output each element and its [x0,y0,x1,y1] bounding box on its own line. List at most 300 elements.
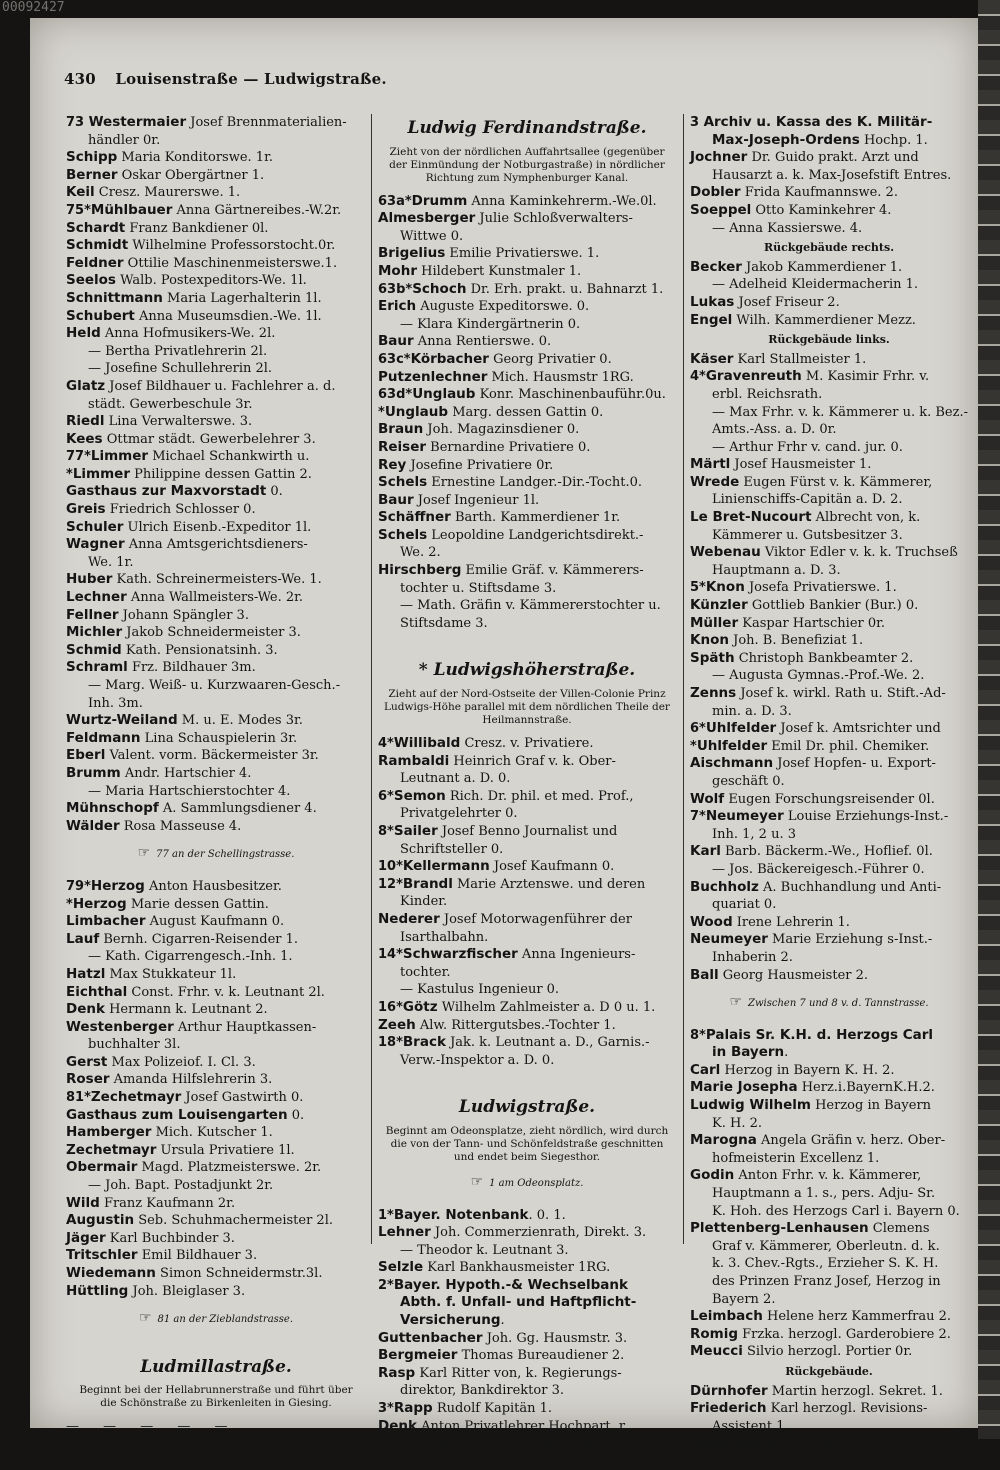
directory-entry [690,914,968,932]
directory-entry [378,615,676,633]
entry-details: min. a. D. 3. [712,704,792,719]
entry-details: Helene herz Kammerfrau 2. [763,1309,951,1324]
directory-entry [378,492,676,510]
entry-name: Engel [690,312,732,328]
entry-name: Erich [378,298,416,314]
entry-details: Heinrich Graf v. k. Ober- [449,754,616,769]
entry-details: Hauptmann a 1. s., pers. Adju- Sr. [712,1186,935,1201]
entry-name: Schels [378,474,427,490]
entry-name: in Bayern [712,1044,784,1060]
directory-entry [66,1071,366,1089]
entry-details: Leopoldine Landgerichtsdirekt.- [427,528,643,543]
directory-entry [66,607,366,625]
directory-entry [66,783,366,801]
entry-name: Lauf [66,931,99,947]
directory-entry [378,1242,676,1260]
cross-reference-text: Zwischen 7 und 8 v. d. Tannstrasse. [748,998,929,1009]
house-number: 81* [66,1090,91,1105]
entry-details: Bernh. Cigarren-Reisender 1. [99,932,298,947]
directory-page [30,18,978,1428]
directory-entry [66,966,366,984]
entry-details: Magd. Platzmeisterswe. 2r. [137,1160,321,1175]
cross-reference [690,994,968,1013]
entry-details: Anna Museumsdien.-We. 1l. [135,309,322,324]
directory-entry [66,360,366,378]
directory-entry [690,755,968,773]
entry-details: Josef Hopfen- u. Export- [773,756,936,771]
directory-entry [378,1435,676,1453]
entry-details: Frz. Bildhauer 3m. [128,660,256,675]
entry-details: Maria Lagerhalterin 1l. [163,291,322,306]
directory-entry [690,184,968,202]
directory-entry [66,519,366,537]
directory-entry [378,281,676,299]
entry-details: Thomas Bureaudiener 2. [457,1348,624,1363]
entry-details: Alw. Rittergutsbes.-Tochter 1. [416,1018,616,1033]
directory-entry [690,931,968,949]
entry-name: Zenns [690,685,736,701]
entry-name: Lukas [690,294,734,310]
entry-details: Viktor Edler v. k. k. Truchseß [761,545,958,560]
entry-details: Isarthalbahn. [400,930,488,945]
directory-entry [378,1365,676,1383]
directory-entry [378,1034,676,1052]
entry-name: Hüttling [66,1283,128,1299]
entry-name: Wrede [690,474,739,490]
entry-details: buchhalter 3l. [88,1037,180,1052]
directory-entry [690,562,968,580]
entry-details: Anna Kaminkehrerm.-We.0l. [467,194,656,209]
entry-details: direktor, Bankdirektor 3. [400,1383,564,1398]
entry-name: Herzog [73,896,127,912]
directory-entry [690,259,968,277]
entry-details: Anna Hofmusikers-We. 2l. [101,326,276,341]
entry-details: Julie Schloßverwalters- [475,211,633,226]
directory-entry [66,1265,366,1283]
entry-details: We. 1r. [88,555,133,570]
entry-details: Anna Rentierswe. 0. [414,334,551,349]
directory-entry [66,1177,366,1195]
pointing-hand-icon: ☞ [139,1310,152,1326]
directory-entry [66,114,366,132]
directory-entry [66,571,366,589]
entry-details: Emil Bildhauer 3. [138,1248,258,1263]
directory-entry [66,1001,366,1019]
entry-name: Rambaldi [378,753,449,769]
directory-entry [690,1308,968,1326]
cross-reference-text: 77 an der Schellingstrasse. [156,849,294,860]
entry-name: Kees [66,431,103,447]
entry-details: Wittwe 0. [400,229,463,244]
directory-entry [690,1062,968,1080]
directory-entry [378,911,676,929]
entry-details: Simon Schneidermstr.3l. [156,1266,323,1281]
house-number: 63a* [378,194,412,209]
entry-details: . [784,1045,788,1060]
directory-entry [378,544,676,562]
entry-name: Romig [690,1326,738,1342]
entry-details: Clemens [869,1221,930,1236]
directory-entry [690,1255,968,1273]
entry-name: Michler [66,624,122,640]
entry-name: Neumeyer [690,931,768,947]
directory-entry [690,949,968,967]
directory-entry [378,1418,676,1436]
entry-name: Baur [378,333,414,349]
entry-name: Leimbach [690,1308,763,1324]
entry-details: — Anna (Fa. Anna Kugler) Damen- [400,1436,627,1451]
entry-name: Müller [690,615,738,631]
entry-details: Verw.-Inspektor a. D. 0. [400,1053,554,1068]
directory-entry [66,554,366,572]
directory-entry [66,913,366,931]
entry-details: Karl herz. Haushofmstr.1. [776,1436,950,1451]
directory-entry [690,1435,968,1453]
entry-list [378,193,676,633]
cross-reference [378,1174,676,1193]
directory-entry [690,738,968,756]
house-number: 63b* [378,282,412,297]
directory-entry [690,474,968,492]
directory-entry [690,1383,968,1401]
entry-details: Herzog in Bayern [811,1098,931,1113]
entry-name: Denk [66,1001,105,1017]
entry-details: Amanda Hilfslehrerin 3. [110,1072,273,1087]
entry-name: Limmer [91,448,148,464]
directory-entry [66,931,366,949]
entry-details: Anton Privatlehrer Hochpart. r. [417,1419,628,1434]
house-number: 3 [690,115,704,130]
entry-name: Zechetmayr [66,1142,156,1158]
directory-entry [690,791,968,809]
entry-name: Riedl [66,413,104,429]
directory-entry [66,800,366,818]
entry-name: Marie Josepha [690,1079,798,1095]
directory-entry [66,984,366,1002]
entry-details: Emil Dr. phil. Chemiker. [767,739,929,754]
directory-entry [66,1089,366,1107]
entry-name: Götz [403,999,438,1015]
entry-name: Rey [378,457,406,473]
directory-entry [690,1097,968,1115]
directory-entry [378,369,676,387]
entry-details: — Math. Gräfin v. Kämmererstochter u. [400,598,661,613]
entry-details: Leutnant a. D. 0. [400,771,510,786]
entry-details: Karl Stallmeister 1. [733,352,866,367]
house-number: 8* [690,1028,706,1043]
house-number: 77* [66,449,91,464]
entry-details: Emilie Gräf. v. Kämmerers- [461,563,643,578]
entry-name: Augustin [66,1212,134,1228]
directory-entry [690,861,968,879]
entry-name: Käser [690,351,733,367]
entry-details: . [501,1313,505,1328]
entry-list [66,114,366,835]
entry-details: Auguste Expeditorswe. 0. [416,299,589,314]
directory-entry [378,404,676,422]
entry-name: Schmidt [66,237,128,253]
entry-name: Brigelius [378,245,445,261]
entry-name: Feldner [66,255,124,271]
directory-entry [66,343,366,361]
entry-details: Ursula Privatiere 1l. [156,1143,294,1158]
entry-name: Dürnhofer [690,1383,768,1399]
directory-entry [66,1019,366,1037]
entry-details: Josef Benno Journalist und [438,824,618,839]
directory-entry [378,1294,676,1312]
entry-name: Kellermann [403,858,490,874]
directory-entry [378,580,676,598]
entry-details: Josef Kaufmann 0. [490,859,614,874]
entry-details: Dr. Guido prakt. Arzt und [747,150,918,165]
directory-entry [690,685,968,703]
entry-list [378,735,676,1069]
directory-entry [378,1330,676,1348]
entry-details: Marie Arztenswe. und deren [453,877,645,892]
directory-entry [690,826,968,844]
directory-entry [66,1036,366,1054]
entry-name: Limbacher [66,913,146,929]
directory-entry [66,483,366,501]
entry-details: Josef Gastwirth 0. [181,1090,303,1105]
directory-entry [690,167,968,185]
directory-entry [378,1400,676,1418]
entry-name: Roser [66,1071,110,1087]
entry-details: Anna Wallmeisters-We. 2r. [127,590,303,605]
directory-entry [378,999,676,1017]
directory-entry [690,1203,968,1221]
entry-details: Marg. dessen Gattin 0. [448,405,603,420]
entry-details: Kämmerer u. Gutsbesitzer 3. [712,528,903,543]
entry-name: Seelos [66,272,116,288]
entry-name: Dobler [690,184,741,200]
entry-details: Hildebert Kunstmaler 1. [417,264,581,279]
entry-name: Buchholz [690,879,759,895]
directory-entry [690,439,968,457]
house-number: 8* [378,824,394,839]
entry-details: Ottmar städt. Gewerbelehrer 3. [103,432,316,447]
directory-entry [66,677,366,695]
entry-details: Arthur Hauptkassen- [174,1020,317,1035]
directory-entry [378,351,676,369]
entry-details: hofmeisterin Excellenz 1. [712,1151,879,1166]
entry-name: Fellner [66,607,119,623]
entry-name: Knon [690,632,729,648]
directory-entry [690,808,968,826]
entry-details: Jakob Schneidermeister 3. [122,625,301,640]
directory-entry [66,290,366,308]
directory-entry [690,1220,968,1238]
entry-name: Schardt [66,220,125,236]
directory-entry [66,1230,366,1248]
directory-entry [378,1347,676,1365]
directory-entry [690,491,968,509]
entry-details: — Josefine Schullehrerin 2l. [88,361,272,376]
house-number: 63c* [378,352,411,367]
directory-entry [66,1195,366,1213]
entry-details: — Bertha Privatlehrerin 2l. [88,344,267,359]
entry-name: Westermaier [89,114,187,130]
entry-name: Schwarzfischer [403,946,518,962]
entry-details: Josef Ingenieur 1l. [414,493,540,508]
entry-name: Hatzl [66,966,105,982]
directory-entry [378,1382,676,1400]
entry-details: Jak. k. Leutnant a. D., Garnis.- [446,1035,650,1050]
directory-entry [690,1326,968,1344]
entry-details: . 0. 1. [529,1208,566,1223]
entry-details: Andr. Hartschier 4. [121,766,252,781]
entry-name: Bergmeier [378,1347,457,1363]
directory-entry [690,114,968,132]
entry-name: Schoch [412,281,466,297]
directory-entry [378,981,676,999]
directory-entry [378,735,676,753]
house-number: 7* [690,809,706,824]
directory-entry [690,579,968,597]
entry-name: Schäffner [378,509,451,525]
house-number: * [66,897,73,912]
directory-entry [378,228,676,246]
entry-name: Putzenlechner [378,369,487,385]
entry-details: Marie Erziehung s-Inst.- [768,932,932,947]
entry-details: Josefine Privatiere 0r. [406,458,553,473]
entry-name: Semon [394,788,446,804]
entry-name: Lechner [66,589,127,605]
directory-entry [66,325,366,343]
entry-name: Mohr [378,263,417,279]
directory-entry [66,237,366,255]
dashes: — — — — — [66,1418,366,1436]
entry-name: Uhlfelder [706,720,776,736]
entry-name: Unglaub [385,404,448,420]
entry-details: Mich. Kutscher 1. [151,1125,272,1140]
entry-name: Schipp [66,149,117,165]
entry-details: Inhaberin 2. [712,950,793,965]
house-number: 75* [66,203,91,218]
entry-details: Herzog in Bayern K. H. 2. [720,1063,894,1078]
entry-details: Joh. Magazinsdiener 0. [423,422,579,437]
directory-entry [378,858,676,876]
entry-details: A. Buchhandlung und Anti- [759,880,941,895]
entry-list [690,1383,968,1453]
directory-entry [690,404,968,422]
entry-name: Ludwig Wilhelm [690,1097,811,1113]
entry-details: Christoph Bankbeamter 2. [735,651,914,666]
directory-entry [66,536,366,554]
entry-name: Limmer [73,466,130,482]
directory-entry [66,1054,366,1072]
directory-entry [690,1027,968,1045]
entry-name: Guttenbacher [378,1330,483,1346]
entry-details: Friedrich Schlosser 0. [106,502,256,517]
directory-entry [66,624,366,642]
entry-name: Glatz [66,378,105,394]
entry-details: Joh. Gg. Hausmstr. 3. [483,1331,628,1346]
directory-entry [690,1400,968,1418]
cross-reference-text: 1 am Odeonsplatz. [489,1178,583,1189]
house-number: 18* [378,1035,403,1050]
entry-details: Herz.i.BayernK.H.2. [798,1080,935,1095]
directory-entry [66,659,366,677]
entry-details: Privatgelehrter 0. [400,806,518,821]
directory-entry [690,202,968,220]
section-title: Ludmillastraße. [66,1359,366,1377]
entry-details: Cresz. v. Privatiere. [460,736,593,751]
entry-details: — Maria Hartschierstochter 4. [88,784,290,799]
directory-entry [66,396,366,414]
scan-id: 00092427 [2,0,65,15]
directory-entry [378,1052,676,1070]
entry-details: städt. Gewerbeschule 3r. [88,397,252,412]
entry-details: Joh. B. Benefiziat 1. [729,633,863,648]
entry-details: Emilie Privatierswe. 1. [445,246,599,261]
section-intro: Zieht von der nördlichen Auffahrtsallee (gegenüber der Einmündung der Notburgastraße) in nördlicher Richtung zum Nymphenburger Kanal. [378,146,676,185]
entry-details: Schriftsteller 0. [400,842,503,857]
column-left [66,114,366,1428]
entry-details: tochter u. Stiftsdame 3. [400,581,556,596]
entry-name: Obermair [66,1159,137,1175]
entry-name: Berner [66,167,118,183]
directory-entry [378,1312,676,1330]
directory-entry [66,712,366,730]
entry-details: Frida Kaufmannswe. 2. [741,185,898,200]
directory-entry [690,544,968,562]
entry-name: Ball [690,967,719,983]
entry-details: Rich. Dr. phil. et med. Prof., [446,789,634,804]
directory-entry [690,843,968,861]
directory-entry [378,929,676,947]
entry-details: — Marg. Weiß- u. Kurzwaaren-Gesch.- [88,678,340,693]
entry-name: Wood [690,914,733,930]
subheading: Rückgebäude rechts. [690,239,968,257]
directory-entry [66,167,366,185]
entry-details: K. Hoh. des Herzogs Carl i. Bayern 0. [712,1204,960,1219]
directory-entry [690,1238,968,1256]
directory-entry [66,308,366,326]
directory-entry [378,1259,676,1277]
directory-entry [66,642,366,660]
directory-entry [66,501,366,519]
entry-details: — Anna Kassierswe. 4. [712,221,862,236]
entry-details: Anton Hausbesitzer. [145,879,282,894]
entry-details: Graf v. Kämmerer, Oberleutn. d. k. [712,1239,940,1254]
entry-name: Willibald [394,735,460,751]
house-number: * [690,739,697,754]
entry-name: Knon [706,579,745,595]
entry-name: Märtl [690,456,730,472]
entry-details: Georg Privatier 0. [489,352,612,367]
entry-details: Franz Kaufmann 2r. [100,1196,235,1211]
entry-details: Rudolf Kapitän 1. [433,1401,552,1416]
entry-details: Anna Ingenieurs- [518,947,636,962]
entry-details: Karl Buchbinder 3. [106,1231,235,1246]
house-number: 10* [378,859,403,874]
subheading: Rückgebäude. [690,1363,968,1381]
entry-details: Walb. Postexpeditors-We. 1l. [116,273,307,288]
directory-entry [66,255,366,273]
directory-entry [690,527,968,545]
entry-name: Bayer. Notenbank [394,1207,529,1223]
directory-entry [690,421,968,439]
entry-details: Rosa Masseuse 4. [120,819,242,834]
entry-name: Almesberger [378,210,475,226]
entry-name: Keil [66,184,95,200]
entry-details: Hermann k. Leutnant 2. [105,1002,268,1017]
house-number: 79* [66,879,91,894]
entry-details: Const. Frhr. v. k. Leutnant 2l. [127,985,325,1000]
house-number: 12* [378,877,403,892]
directory-entry [690,456,968,474]
